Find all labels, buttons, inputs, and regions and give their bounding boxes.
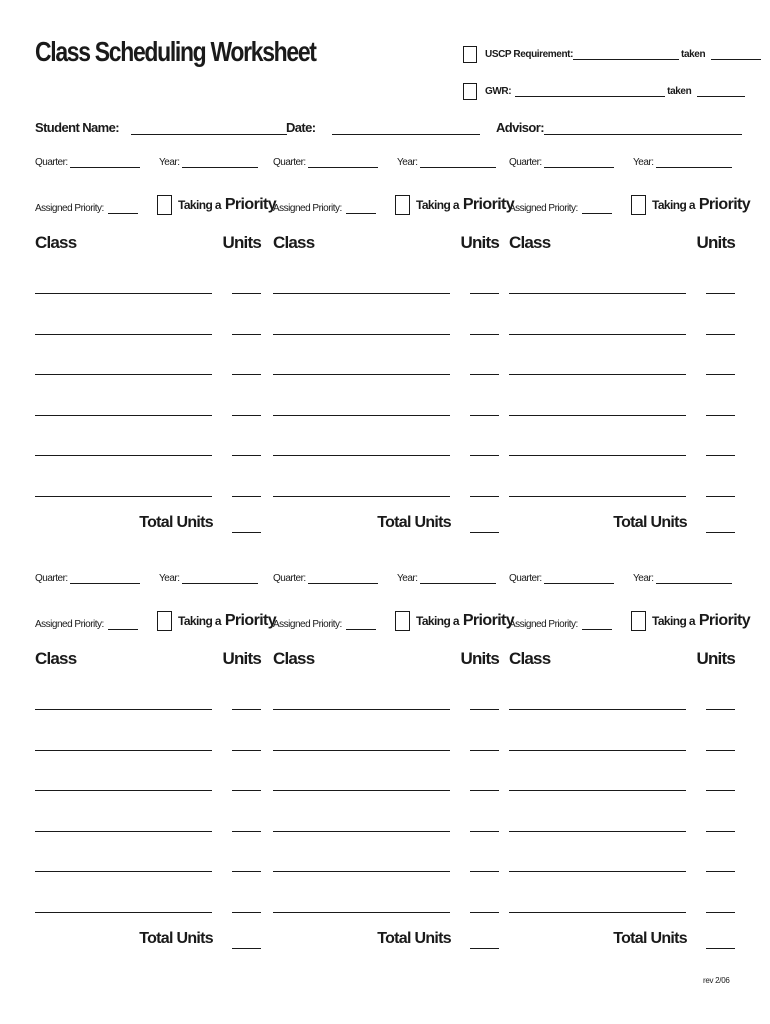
class-input[interactable] (35, 374, 212, 375)
taking-a-label: Taking a (416, 198, 459, 212)
total-units-input[interactable] (232, 532, 261, 533)
quarter-input[interactable] (70, 157, 140, 168)
class-input[interactable] (509, 750, 686, 751)
priority-row (35, 195, 277, 221)
class-entry-row (273, 776, 499, 817)
units-input[interactable] (232, 496, 261, 497)
units-input[interactable] (470, 455, 499, 456)
assigned-priority-label: Assigned Priority: (35, 619, 104, 630)
quarter-block (273, 157, 515, 538)
quarter-year-row (35, 157, 261, 175)
class-entry-row (273, 695, 499, 736)
class-entry-row (273, 736, 499, 777)
units-input[interactable] (470, 334, 499, 335)
units-input[interactable] (706, 334, 735, 335)
units-input[interactable] (706, 374, 735, 375)
student-name-input[interactable] (131, 124, 287, 135)
year-label: Year: (397, 573, 418, 584)
quarter-label: Quarter: (273, 573, 306, 584)
class-header: Class (509, 649, 551, 668)
class-input[interactable] (35, 750, 212, 751)
class-entry-row (35, 857, 261, 898)
assigned-priority-input[interactable] (346, 619, 376, 630)
class-entry-row (35, 320, 261, 361)
uscp-requirement-row (463, 44, 761, 64)
quarter-year-row (273, 573, 499, 591)
year-input[interactable] (656, 573, 732, 584)
units-input[interactable] (470, 912, 499, 913)
class-entry-row (35, 360, 261, 401)
priority-label: Priority (698, 196, 751, 213)
units-header: Units (460, 233, 499, 252)
class-entry-row (273, 360, 499, 401)
class-entry-row (273, 279, 499, 320)
class-input[interactable] (35, 790, 212, 791)
class-entry-row (35, 441, 261, 482)
priority-label: Priority (698, 612, 751, 629)
units-header: Units (222, 233, 261, 252)
gwr-row (463, 81, 745, 101)
class-entry-row (509, 695, 735, 736)
priority-row (509, 195, 751, 221)
class-input[interactable] (35, 709, 212, 710)
units-input[interactable] (706, 790, 735, 791)
quarter-input[interactable] (544, 573, 614, 584)
class-input[interactable] (509, 871, 686, 872)
units-input[interactable] (470, 790, 499, 791)
total-units-label: Total Units (377, 930, 451, 947)
quarter-label: Quarter: (509, 157, 542, 168)
class-units-header (509, 233, 735, 255)
class-input[interactable] (273, 496, 450, 497)
class-entry-list (509, 279, 735, 522)
units-input[interactable] (232, 374, 261, 375)
units-input[interactable] (706, 750, 735, 751)
quarter-block (35, 573, 277, 954)
class-entry-list (509, 695, 735, 938)
quarter-year-row (35, 573, 261, 591)
assigned-priority-input[interactable] (108, 619, 138, 630)
class-entry-row (509, 776, 735, 817)
quarter-input[interactable] (308, 573, 378, 584)
taking-a-label: Taking a (178, 198, 221, 212)
gwr-label: GWR: (485, 85, 512, 97)
class-entry-row (35, 695, 261, 736)
class-entry-list (273, 695, 499, 938)
class-entry-row (273, 320, 499, 361)
quarter-label: Quarter: (35, 573, 68, 584)
taking-a-label: Taking a (416, 614, 459, 628)
class-input[interactable] (509, 334, 686, 335)
taking-priority-checkbox[interactable] (631, 195, 646, 215)
gwr-taken-label: taken (667, 85, 692, 97)
class-input[interactable] (273, 790, 450, 791)
priority-row (35, 611, 277, 637)
total-units-label: Total Units (377, 514, 451, 531)
class-entry-row (509, 279, 735, 320)
year-input[interactable] (420, 157, 496, 168)
priority-label: Priority (224, 612, 277, 629)
year-input[interactable] (656, 157, 732, 168)
student-name-field (35, 120, 287, 135)
year-input[interactable] (182, 157, 258, 168)
class-input[interactable] (273, 912, 450, 913)
assigned-priority-input[interactable] (346, 203, 376, 214)
class-entry-row (273, 441, 499, 482)
taking-priority-checkbox[interactable] (395, 195, 410, 215)
priority-label: Priority (462, 196, 515, 213)
taking-priority-checkbox[interactable] (631, 611, 646, 631)
quarter-year-row (509, 157, 735, 175)
class-units-header (35, 233, 261, 255)
taking-a-label: Taking a (652, 614, 695, 628)
class-input[interactable] (509, 709, 686, 710)
class-header: Class (35, 233, 77, 252)
total-units-row (35, 930, 261, 954)
quarter-label: Quarter: (35, 157, 68, 168)
taking-priority-checkbox[interactable] (157, 195, 172, 215)
class-input[interactable] (509, 831, 686, 832)
units-input[interactable] (470, 496, 499, 497)
units-input[interactable] (232, 415, 261, 416)
class-entry-row (35, 817, 261, 858)
units-input[interactable] (232, 455, 261, 456)
page-title: Class Scheduling Worksheet (35, 36, 316, 67)
class-input[interactable] (273, 750, 450, 751)
units-input[interactable] (470, 709, 499, 710)
assigned-priority-label: Assigned Priority: (509, 203, 578, 214)
class-header: Class (35, 649, 77, 668)
class-input[interactable] (273, 709, 450, 710)
class-input[interactable] (35, 293, 212, 294)
class-input[interactable] (509, 496, 686, 497)
class-units-header (273, 649, 499, 671)
class-units-header (273, 233, 499, 255)
units-input[interactable] (706, 709, 735, 710)
units-input[interactable] (232, 750, 261, 751)
class-input[interactable] (273, 415, 450, 416)
total-units-label: Total Units (139, 514, 213, 531)
priority-label: Priority (224, 196, 277, 213)
class-input[interactable] (273, 831, 450, 832)
date-input[interactable] (332, 124, 480, 135)
class-entry-row (35, 401, 261, 442)
class-input[interactable] (35, 496, 212, 497)
units-input[interactable] (232, 334, 261, 335)
class-entry-row (509, 441, 735, 482)
quarter-label: Quarter: (509, 573, 542, 584)
year-input[interactable] (182, 573, 258, 584)
quarter-input[interactable] (544, 157, 614, 168)
class-input[interactable] (35, 415, 212, 416)
class-entry-row (509, 360, 735, 401)
year-label: Year: (633, 573, 654, 584)
advisor-input[interactable] (544, 124, 742, 135)
class-entry-row (35, 776, 261, 817)
units-input[interactable] (232, 293, 261, 294)
class-header: Class (509, 233, 551, 252)
taking-priority-checkbox[interactable] (395, 611, 410, 631)
units-input[interactable] (232, 871, 261, 872)
assigned-priority-input[interactable] (108, 203, 138, 214)
total-units-row (273, 514, 499, 538)
uscp-taken-label: taken (681, 48, 706, 60)
class-entry-row (35, 279, 261, 320)
units-input[interactable] (706, 455, 735, 456)
total-units-row (273, 930, 499, 954)
class-entry-row (273, 857, 499, 898)
advisor-field (496, 120, 742, 135)
units-input[interactable] (470, 750, 499, 751)
class-entry-list (273, 279, 499, 522)
priority-label: Priority (462, 612, 515, 629)
class-entry-list (35, 279, 261, 522)
units-input[interactable] (470, 374, 499, 375)
units-input[interactable] (706, 912, 735, 913)
gwr-field[interactable] (515, 86, 665, 97)
total-units-row (35, 514, 261, 538)
class-entry-row (273, 401, 499, 442)
year-input[interactable] (420, 573, 496, 584)
class-input[interactable] (509, 293, 686, 294)
total-units-input[interactable] (706, 948, 735, 949)
class-units-header (35, 649, 261, 671)
units-header: Units (696, 233, 735, 252)
priority-row (273, 611, 515, 637)
year-label: Year: (159, 573, 180, 584)
class-input[interactable] (273, 871, 450, 872)
quarter-input[interactable] (308, 157, 378, 168)
year-label: Year: (159, 157, 180, 168)
taking-a-label: Taking a (652, 198, 695, 212)
total-units-input[interactable] (706, 532, 735, 533)
units-header: Units (696, 649, 735, 668)
class-input[interactable] (509, 415, 686, 416)
year-label: Year: (397, 157, 418, 168)
quarter-label: Quarter: (273, 157, 306, 168)
date-label: Date: (286, 120, 316, 135)
quarter-block (509, 573, 751, 954)
assigned-priority-label: Assigned Priority: (509, 619, 578, 630)
class-input[interactable] (273, 293, 450, 294)
class-input[interactable] (273, 334, 450, 335)
units-input[interactable] (232, 831, 261, 832)
class-input[interactable] (273, 374, 450, 375)
class-input[interactable] (35, 912, 212, 913)
assigned-priority-label: Assigned Priority: (273, 203, 342, 214)
class-input[interactable] (35, 831, 212, 832)
priority-row (273, 195, 515, 221)
gwr-checkbox[interactable] (463, 83, 477, 100)
units-input[interactable] (706, 831, 735, 832)
units-header: Units (460, 649, 499, 668)
uscp-label: USCP Requirement: (485, 48, 574, 60)
priority-row (509, 611, 751, 637)
class-header: Class (273, 233, 315, 252)
gwr-taken-field[interactable] (697, 86, 745, 97)
total-units-label: Total Units (139, 930, 213, 947)
class-entry-row (509, 857, 735, 898)
quarter-year-row (509, 573, 735, 591)
quarter-block (35, 157, 277, 538)
units-input[interactable] (706, 496, 735, 497)
quarter-block (273, 573, 515, 954)
class-input[interactable] (273, 455, 450, 456)
total-units-label: Total Units (613, 930, 687, 947)
date-field (286, 120, 480, 135)
class-entry-row (509, 401, 735, 442)
assigned-priority-input[interactable] (582, 619, 612, 630)
class-input[interactable] (509, 374, 686, 375)
total-units-label: Total Units (613, 514, 687, 531)
assigned-priority-label: Assigned Priority: (273, 619, 342, 630)
class-entry-row (273, 817, 499, 858)
class-units-header (509, 649, 735, 671)
uscp-field[interactable] (573, 49, 679, 60)
class-header: Class (273, 649, 315, 668)
total-units-row (509, 514, 735, 538)
assigned-priority-input[interactable] (582, 203, 612, 214)
revision-note: rev 2/06 (703, 976, 730, 985)
units-input[interactable] (470, 293, 499, 294)
class-entry-row (509, 817, 735, 858)
class-input[interactable] (35, 871, 212, 872)
uscp-checkbox[interactable] (463, 46, 477, 63)
units-input[interactable] (706, 415, 735, 416)
units-input[interactable] (232, 790, 261, 791)
total-units-row (509, 930, 735, 954)
class-input[interactable] (35, 334, 212, 335)
advisor-label: Advisor: (496, 120, 544, 135)
class-entry-row (509, 320, 735, 361)
total-units-input[interactable] (232, 948, 261, 949)
class-input[interactable] (509, 790, 686, 791)
uscp-taken-field[interactable] (711, 49, 761, 60)
quarter-year-row (273, 157, 499, 175)
class-input[interactable] (35, 455, 212, 456)
total-units-input[interactable] (470, 948, 499, 949)
class-input[interactable] (509, 455, 686, 456)
class-entry-row (509, 736, 735, 777)
units-input[interactable] (470, 831, 499, 832)
units-input[interactable] (706, 871, 735, 872)
class-entry-row (35, 736, 261, 777)
taking-a-label: Taking a (178, 614, 221, 628)
quarter-input[interactable] (70, 573, 140, 584)
units-input[interactable] (470, 415, 499, 416)
units-input[interactable] (232, 912, 261, 913)
units-header: Units (222, 649, 261, 668)
units-input[interactable] (232, 709, 261, 710)
student-name-label: Student Name: (35, 120, 119, 135)
quarter-block (509, 157, 751, 538)
total-units-input[interactable] (470, 532, 499, 533)
units-input[interactable] (470, 871, 499, 872)
class-entry-list (35, 695, 261, 938)
year-label: Year: (633, 157, 654, 168)
taking-priority-checkbox[interactable] (157, 611, 172, 631)
class-input[interactable] (509, 912, 686, 913)
assigned-priority-label: Assigned Priority: (35, 203, 104, 214)
units-input[interactable] (706, 293, 735, 294)
